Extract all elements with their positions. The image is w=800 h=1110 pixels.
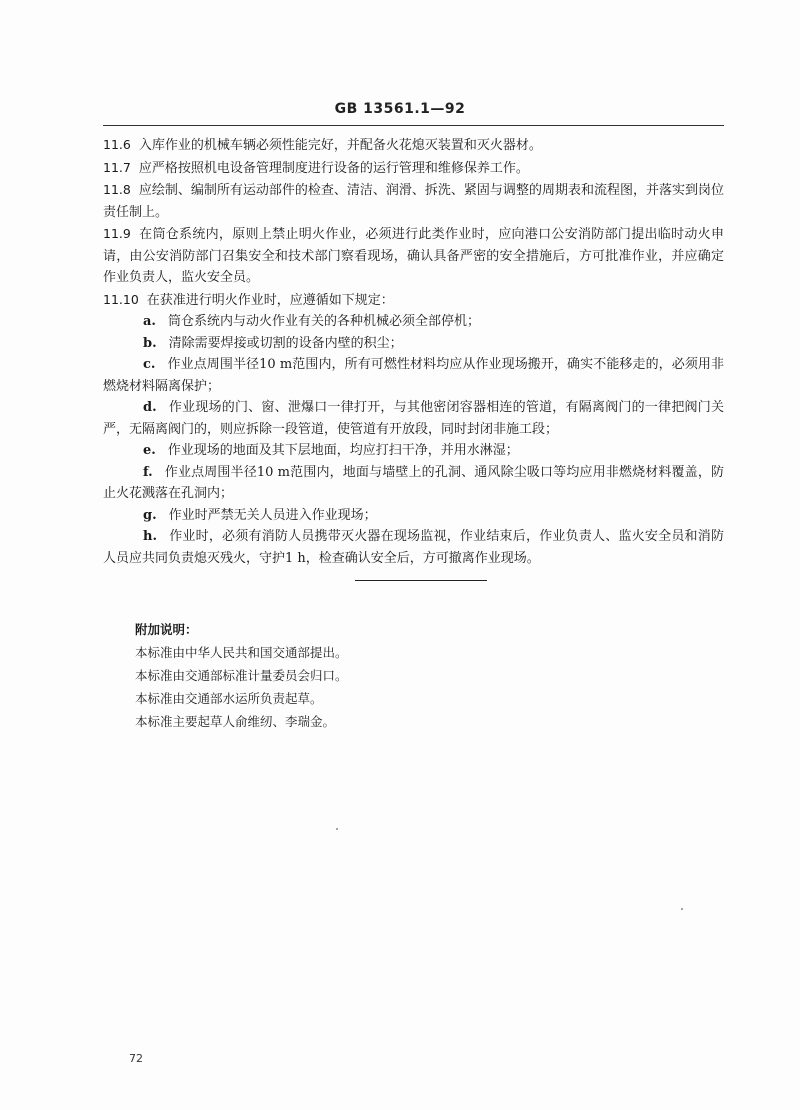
- clause-11-7: [103, 157, 724, 180]
- clause-number: 11.7: [103, 159, 131, 175]
- clause-11-10: [103, 289, 724, 312]
- item-text: 作业时，必须有消防人员携带灭火器在现场监视，作业结束后，作业负责人、监火安全员和消防人员应共同负责熄灭残火，守护1 h，检查确认安全后，方可撤离作业现场。: [103, 529, 724, 566]
- notes-line: 本标准由交通部水运所负责起草。: [135, 691, 323, 706]
- item-letter: c.: [143, 357, 156, 372]
- list-item-g: [103, 505, 724, 527]
- notes-line: 本标准由中华人民共和国交通部提出。: [135, 645, 348, 660]
- scan-speck: [336, 828, 338, 830]
- end-of-standard-rule: [355, 580, 487, 581]
- item-letter: f.: [143, 464, 153, 480]
- list-item-f: [103, 462, 724, 505]
- item-letter: g.: [143, 507, 157, 523]
- notes-title: 附加说明：: [135, 622, 198, 637]
- list-item-c: [103, 354, 724, 397]
- clause-text: 应绘制、编制所有运动部件的检查、清洁、润滑、拆洗、紧固与调整的周期表和流程图，并落实到岗位责任制上。: [103, 183, 724, 220]
- item-text: 作业点周围半径10 m范围内，地面与墙壁上的孔洞、通风除尘吸口等均应用非燃烧材料覆盖，防止火花溅落在孔洞内；: [103, 464, 724, 501]
- item-text: 清除需要焊接或切割的设备内壁的积尘；: [168, 335, 403, 351]
- notes-line: 本标准由交通部标准计量委员会归口。: [135, 668, 348, 683]
- list-item-b: [103, 333, 724, 355]
- clause-11-9: [103, 223, 724, 289]
- clause-text: 应严格按照机电设备管理制度进行设备的运行管理和维修保养工作。: [138, 160, 529, 176]
- list-item-a: [103, 311, 724, 333]
- item-text: 作业现场的门、窗、泄爆口一律打开，与其他密闭容器相连的管道，有隔离阀门的一律把阀门关严，无隔离阀门的，则应拆除一段管道，使管道有开放段，同时封闭非施工段；: [103, 400, 724, 437]
- list-item-d: [103, 397, 724, 440]
- item-text: 作业点周围半径10 m范围内，所有可燃性材料均应从作业现场搬开，确实不能移走的，必须用非燃烧材料隔离保护；: [103, 357, 724, 394]
- item-letter: b.: [143, 335, 157, 351]
- item-letter: h.: [143, 529, 157, 544]
- clause-number: 11.6: [103, 137, 131, 152]
- page-header-standard-code: GB 13561.1—92: [334, 101, 466, 117]
- clause-number: 11.10: [103, 291, 139, 307]
- list-item-e: [103, 440, 724, 462]
- header-rule: [103, 125, 724, 126]
- clause-text: 在获准进行明火作业时，应遵循如下规定：: [146, 292, 394, 308]
- clause-text: 在筒仓系统内，原则上禁止明火作业，必须进行此类作业时，应向港口公安消防部门提出临时动火申请，由公安消防部门召集安全和技术部门察看现场，确认具备严密的安全措施后，方可批准作业，并应确定作业负责人，监火安全员。: [103, 227, 724, 285]
- clause-number: 11.9: [103, 226, 131, 241]
- page-number: 72: [129, 1052, 143, 1065]
- item-text: 作业时严禁无关人员进入作业现场；: [168, 507, 377, 523]
- item-text: 筒仓系统内与动火作业有关的各种机械必须全部停机；: [167, 314, 480, 329]
- item-letter: d.: [143, 400, 157, 415]
- clause-11-6: [103, 134, 724, 157]
- clause-number: 11.8: [103, 182, 131, 197]
- body-text: [103, 134, 724, 569]
- clause-text: 入库作业的机械车辆必须性能完好，并配备火花熄灭装置和灭火器材。: [138, 138, 542, 153]
- additional-notes: [135, 618, 695, 733]
- notes-line: 本标准主要起草人俞维纫、李瑞金。: [135, 714, 336, 729]
- clause-11-8: [103, 179, 724, 223]
- item-letter: e.: [143, 443, 156, 458]
- scan-speck: [681, 908, 683, 910]
- list-item-h: [103, 526, 724, 569]
- item-text: 作业现场的地面及其下层地面，均应打扫干净，并用水淋湿；: [167, 443, 519, 458]
- item-letter: a.: [143, 314, 156, 329]
